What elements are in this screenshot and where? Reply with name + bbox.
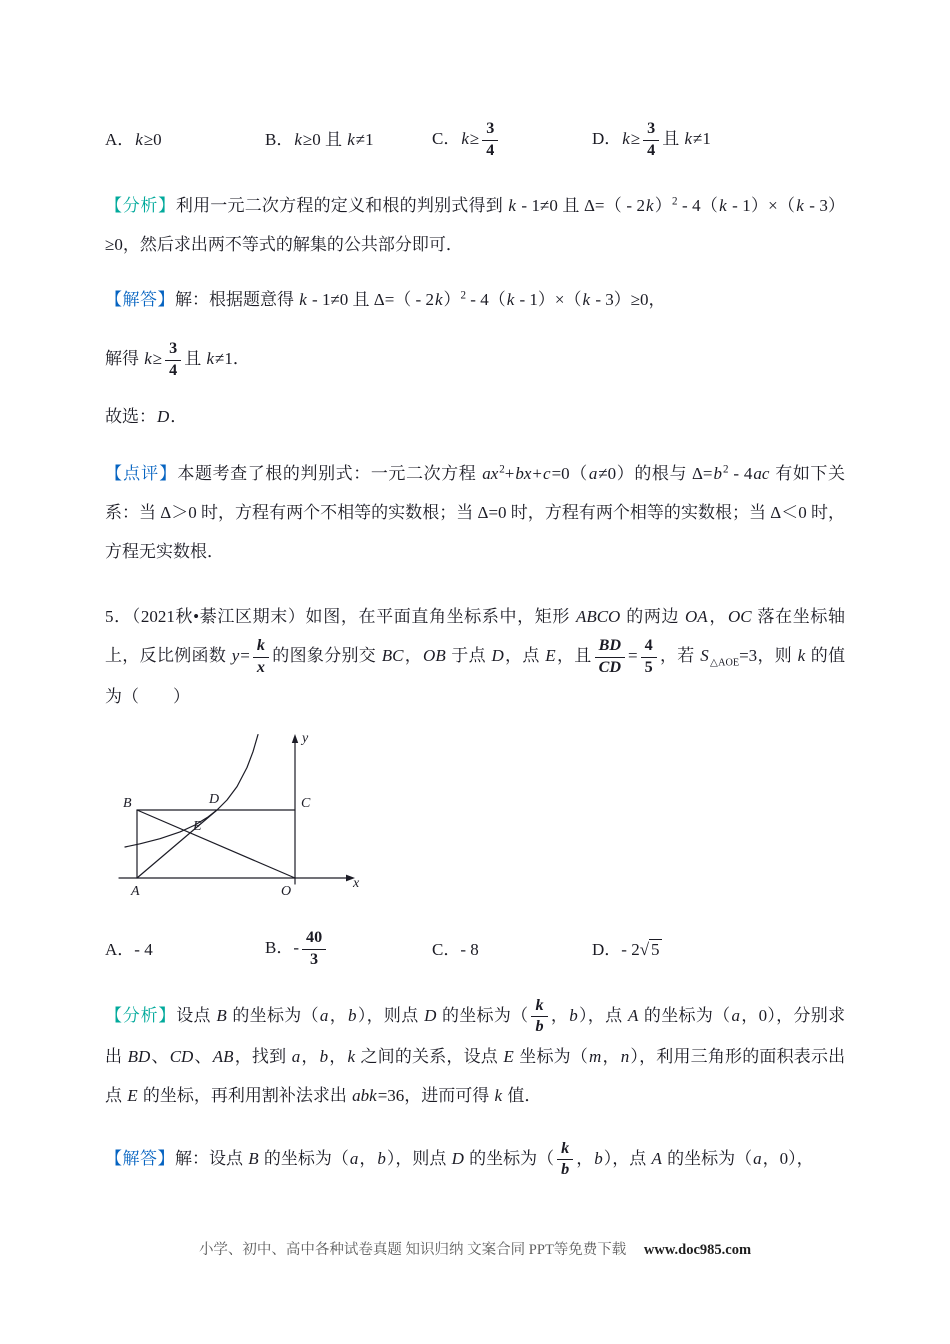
- q5-option-a: A．- 4: [105, 939, 153, 959]
- math-variable: A: [627, 1005, 639, 1025]
- math-variable: k: [206, 349, 215, 369]
- superscript: 2: [722, 463, 729, 476]
- q4-choice-line: 故选：D．: [105, 406, 188, 426]
- math-variable: a: [588, 463, 598, 483]
- label-E: E: [193, 819, 202, 835]
- footer-text: 小学、初中、高中各种试卷真题 知识归纳 文案合同 PPT等免费下载: [198, 1242, 627, 1258]
- math-variable: B: [216, 1005, 227, 1025]
- math-fraction: $\frac{40}{3}$: [302, 929, 326, 969]
- math-variable: b: [569, 1005, 578, 1025]
- section-tag: 【点评】: [105, 463, 178, 483]
- math-variable: ax: [482, 463, 499, 483]
- math-variable: OA: [685, 606, 708, 626]
- math-variable: a: [291, 1046, 301, 1066]
- math-fraction: $\frac{3}{4}$: [643, 120, 659, 160]
- math-variable: k: [347, 1046, 356, 1066]
- math-variable: OC: [727, 606, 752, 626]
- superscript: 2: [460, 289, 467, 302]
- footer-url: www.doc985.com: [643, 1242, 752, 1258]
- figure-coordinate-system: [105, 726, 365, 908]
- q5-option-c: C．- 8: [432, 939, 479, 959]
- math-variable: D: [451, 1148, 464, 1168]
- math-variable: a: [349, 1148, 359, 1168]
- math-variable: a: [731, 1005, 740, 1025]
- diagonal-OB: [137, 810, 295, 878]
- label-x-axis: x: [353, 876, 360, 892]
- superscript: 2: [672, 195, 678, 208]
- math-sqrt: √ 5: [639, 939, 660, 959]
- math-variable: D: [491, 646, 504, 666]
- math-variable: a: [753, 1148, 762, 1168]
- page-footer: [0, 1238, 950, 1259]
- math-variable: k: [494, 1085, 503, 1105]
- math-variable: E: [127, 1085, 138, 1105]
- q5-analysis-paragraph: 【分析】设点 B 的坐标为（a，b），则点 D 的坐标为（ $\frac{k}{b}$ ，b），点 A 的坐标为（a，0），分别求出 BD、CD、AB，找到 a，b，k 之间的关系，设点 E 坐标为（m，n），利用三角形的面积表示出点 E 的坐标，再利用割补法求出 abk=36，进而可得 k 值．: [105, 996, 846, 1105]
- label-C: C: [301, 796, 311, 812]
- section-tag: 【解答】: [105, 1148, 175, 1168]
- math-variable: CD: [169, 1046, 194, 1066]
- q5-options-row: [105, 929, 845, 969]
- math-variable: B: [248, 1148, 259, 1168]
- math-variable: k: [796, 196, 804, 216]
- math-variable: D: [424, 1005, 437, 1025]
- label-D: D: [209, 792, 220, 808]
- math-variable: BD: [127, 1046, 151, 1066]
- label-O: O: [281, 884, 292, 900]
- math-variable: ac: [753, 463, 770, 483]
- math-fraction: $\frac{BD}{CD}$: [595, 637, 625, 677]
- math-variable: k: [299, 290, 307, 310]
- math-variable: AB: [212, 1046, 234, 1066]
- q5-answer-paragraph: 【解答】解：设点 B 的坐标为（a，b），则点 D 的坐标为（ $\frac{k}{b}$ ，b），点 A 的坐标为（a，0），: [105, 1139, 814, 1179]
- math-variable: k: [144, 349, 152, 369]
- q4-option-d: D．k≥ $\frac{3}{4}$ 且 k≠1: [592, 120, 711, 159]
- math-variable: OB: [423, 646, 446, 666]
- math-variable: k: [622, 128, 630, 148]
- y-axis-arrowhead: [292, 734, 298, 743]
- math-variable: k: [582, 290, 591, 310]
- math-fraction: $\frac{3}{4}$: [482, 120, 498, 160]
- math-fraction: $\frac{4}{5}$: [641, 637, 657, 677]
- math-variable: k: [684, 128, 693, 148]
- math-variable: b: [377, 1148, 386, 1168]
- q5-figure-wrapper: [105, 726, 845, 913]
- subscript: △AOE: [709, 657, 740, 669]
- label-B: B: [123, 796, 132, 812]
- q4-option-b: B．k≥0 且 k≠1: [265, 130, 374, 150]
- q5-option-d: D．- 2√ 5: [592, 939, 660, 959]
- math-variable: BC: [381, 646, 404, 666]
- math-variable: k: [719, 196, 727, 216]
- math-variable: A: [651, 1148, 662, 1168]
- math-variable: k: [797, 646, 806, 666]
- math-variable: m: [589, 1046, 602, 1066]
- math-variable: k: [347, 130, 355, 150]
- section-tag: 【解答】: [105, 290, 175, 310]
- q4-solve-line: 解得 k≥ $\frac{3}{4}$ 且 k≠1．: [105, 340, 250, 380]
- math-variable: y: [231, 646, 240, 666]
- section-tag: 【分析】: [105, 196, 176, 216]
- math-variable: a: [319, 1005, 329, 1025]
- math-variable: b: [713, 463, 722, 483]
- math-variable: k: [506, 290, 515, 310]
- label-y-axis: y: [302, 731, 309, 747]
- label-A: A: [131, 884, 140, 900]
- math-variable: bx: [515, 463, 532, 483]
- math-variable: S: [700, 646, 709, 666]
- math-variable: b: [319, 1046, 329, 1066]
- math-variable: k: [434, 290, 443, 310]
- math-variable: n: [620, 1046, 630, 1066]
- math-fraction: $\frac{k}{b}$: [557, 1140, 573, 1180]
- math-variable: b: [594, 1148, 603, 1168]
- superscript: 2: [499, 463, 505, 476]
- q5-stem-paragraph: 5．（2021秋•綦江区期末）如图，在平面直角坐标系中，矩形 ABCO 的两边 OA，OC 落在坐标轴上，反比例函数 y= $\frac{k}{x}$ 的图象分别交 BC，OB 于点 D，点 E，且 $\frac{BD}{CD}$ = $\frac{4}{5}$ ，若 $S_{\triangle AOE}=3$，则 k 的值为（ ）: [105, 606, 846, 707]
- math-variable: k: [508, 196, 516, 216]
- math-variable: E: [545, 646, 556, 666]
- q4-option-c: C．k≥ $\frac{3}{4}$: [432, 120, 592, 160]
- math-variable: D: [157, 406, 170, 426]
- math-fraction: $\frac{k}{x}$: [253, 637, 269, 677]
- math-variable: k: [646, 196, 654, 216]
- segment-AD: [137, 810, 217, 878]
- math-variable: ABCO: [575, 606, 621, 626]
- hyperbola-curve: [125, 735, 258, 847]
- section-tag: 【分析】: [105, 1005, 177, 1025]
- math-variable: k: [135, 130, 143, 150]
- math-fraction: $\frac{3}{4}$: [165, 340, 181, 380]
- q4-answer-paragraph: 【解答】解：根据题意得 k - 1≠0 且 Δ=（ - 2k）$^2$ - 4（k - 1）×（k - 3）≥0，: [105, 289, 666, 310]
- math-variable: k: [461, 128, 469, 148]
- q4-comment-paragraph: 【点评】本题考查了根的判别式：一元二次方程 $ax^2+bx+c=0(a\ne 0)$的根与 $\Delta=b^2 - 4ac$ 有如下关系：当 Δ＞0 时，方程有两个不相等的实数根；当 Δ=0 时，方程有两个相等的实数根；当 Δ＜0 时，方程无实数根．: [105, 463, 845, 561]
- math-variable: b: [348, 1005, 357, 1025]
- q4-option-a: A．k≥0: [105, 130, 162, 150]
- math-variable: k: [294, 130, 302, 150]
- q4-options-row: [105, 120, 845, 160]
- math-variable: abk: [352, 1085, 377, 1105]
- q4-analysis-paragraph: 【分析】利用一元二次方程的定义和根的判别式得到 k - 1≠0 且 Δ=（ - 2k）$^2$ - 4（k - 1）×（k - 3）≥0，然后求出两不等式的解集的公共部分即可．: [105, 195, 846, 255]
- math-fraction: $\frac{k}{b}$: [531, 997, 547, 1037]
- math-variable: E: [503, 1046, 514, 1066]
- math-variable: c: [543, 463, 551, 483]
- q5-option-b: B．- $\frac{40}{3}$: [265, 929, 432, 969]
